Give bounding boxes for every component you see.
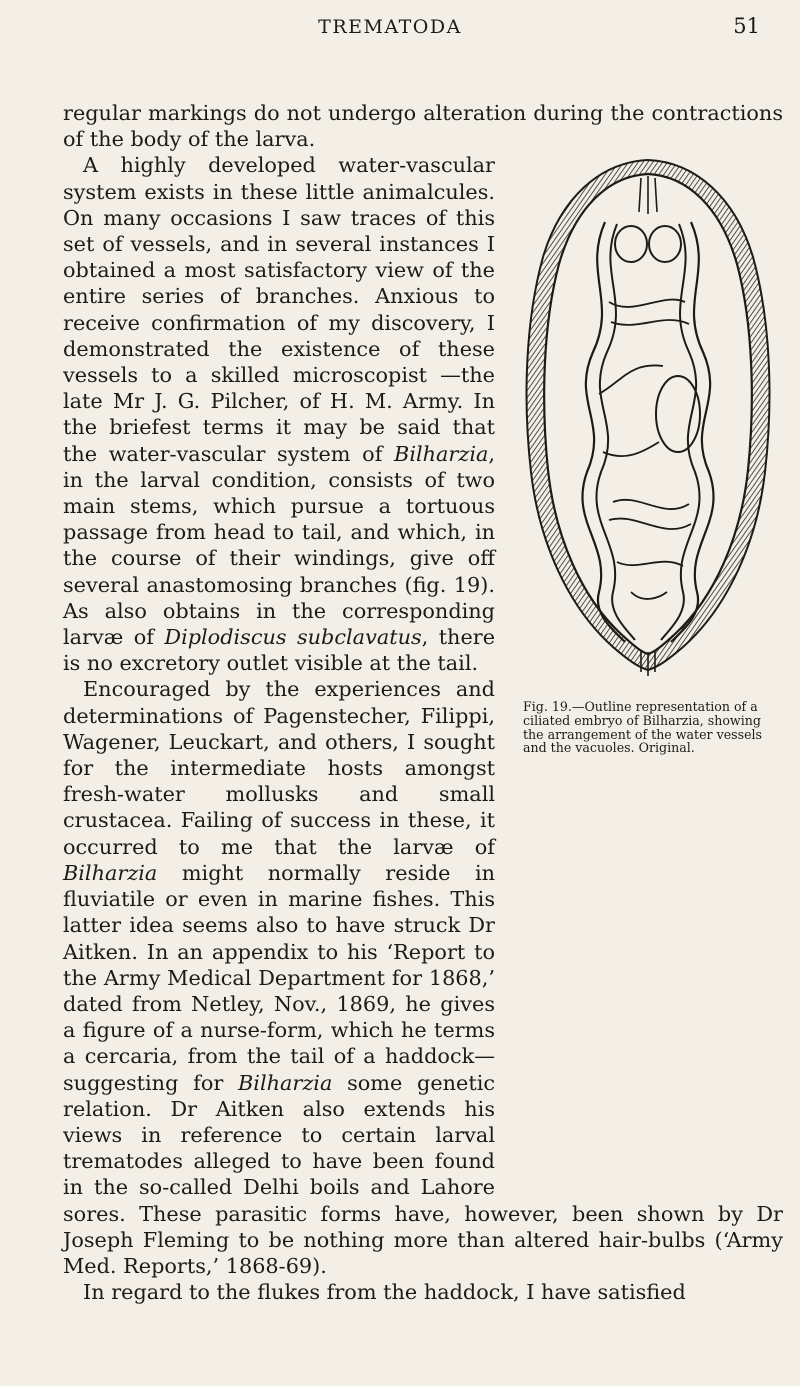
page-header [20,0,760,44]
figure-source: Original. [638,740,695,756]
paragraph-2-text-c: , there is no excretory outlet visible at the tail. [63,625,495,676]
page-number: 51 [733,14,760,38]
paragraph-3-text-c: some genetic relation. Dr Aitken also extends his views in reference to certain larval trematodes alleged to have been found in the so-called Delhi boils and Lahore sores. These parasitic forms have, however, been shown by Dr Joseph Fleming to be nothing more than altered hair-bulbs (‘Army Med. Reports,’ 1868-69). [63,1070,783,1278]
ciliated-embryo-illustration [513,152,783,682]
paragraph-4-text: In regard to the flukes from the haddock, I have satisfied [83,1280,686,1305]
figure-label: Fig. 19. [523,699,572,715]
genus-bilharzia: Bilharzia [63,860,158,885]
figure-caption [513,700,783,754]
paragraph-2-text-b: , in the larval condition, consists of two main stems, which pursue a tortuous passage from head to tail, and which, in the course of their windings, give off several anastomosing branches (fig. 19). As also obtains in the corresponding larvæ of [63,441,495,650]
species-diplodiscus: Diplodiscus subclavatus [164,625,422,650]
genus-bilharzia: Bilharzia [238,1070,333,1095]
paragraph-3-text-a: Encouraged by the experiences and determinations of Pagenstecher, Filippi, Wagener, Leuckart, and others, I sought for the intermediate hosts amongst fresh-water mollusks and small crustacea. Failing of success in these, it occurred to me that the larvæ of [63,677,495,859]
body-text [63,100,783,1305]
paragraph-1-text: regular markings do not undergo alteration during the contractions of the body of the larva. [63,101,783,152]
paragraph-3-text-b: might normally reside in fluviatile or even in marine fishes. This latter idea seems also to have struck Dr Aitken. In an appendix to his ‘Report to the Army Medical Department for 1868,’ dated from Netley, Nov., 1869, he gives a figure of a nurse-form, which he terms a cercaria, from the tail of a haddock—suggesting for [63,860,495,1095]
paragraph-1 [63,100,783,152]
figure-plate [513,152,783,682]
paragraph-2-text-a: A highly developed water-vascular system exists in these little animalcules. On many occasions I saw traces of this set of vessels, and in several instances I obtained a most satisfactory view of the entire series of branches. Anxious to receive confirmation of my discovery, I demonstrated the existence of these vessels to a skilled microscopist —the late Mr J. G. Pilcher, of H. M. Army. In the briefest terms it may be said that the water-vascular system of [63,153,495,466]
figure-caption-text: —Outline representation of a ciliated embryo of Bilharzia, showing the arrangement of the water vessels and the vacuoles. [523,699,763,756]
running-head: TREMATODA [318,16,462,38]
genus-bilharzia: Bilharzia [394,441,489,466]
figure-19 [513,152,783,1187]
paragraph-4 [63,1279,783,1305]
